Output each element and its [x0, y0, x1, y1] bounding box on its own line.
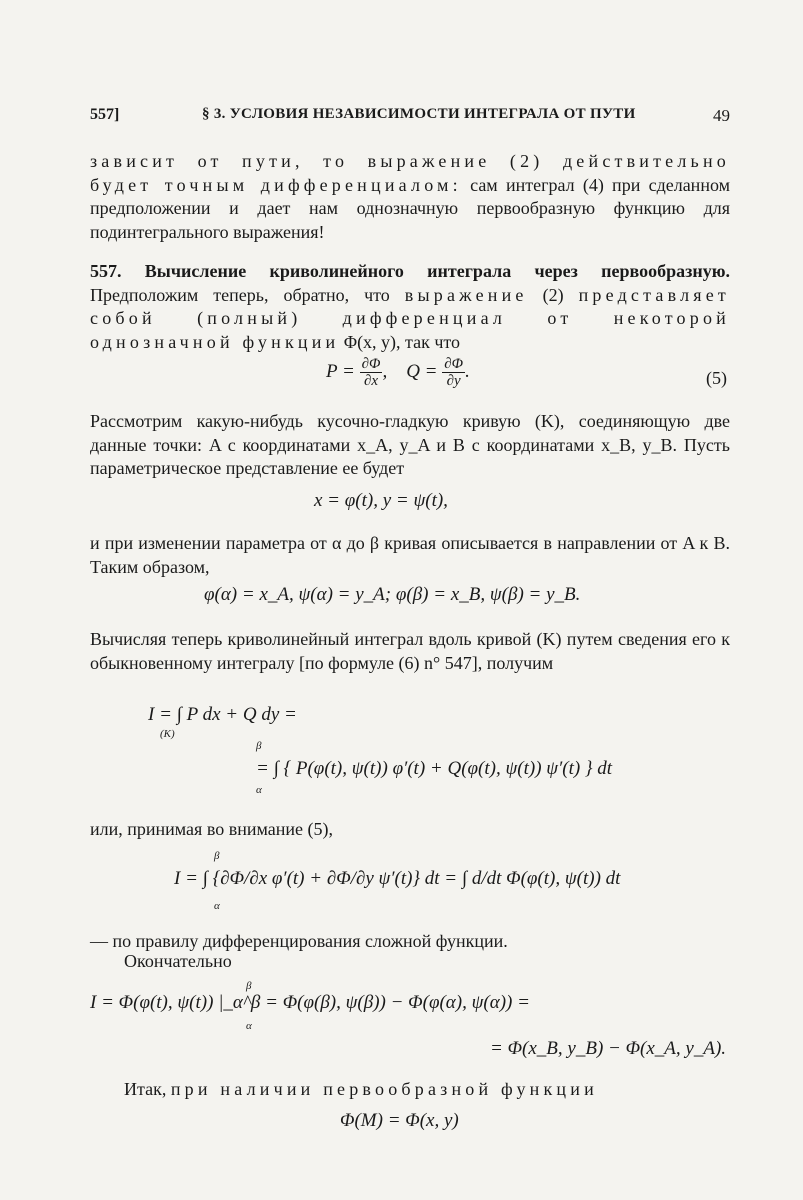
- text-run: Итак,: [124, 1079, 171, 1099]
- paragraph-text: сам интеграл (4) при сделанном предположении и дает нам однозначную первообразную функцию для подинтегрального выражения!: [90, 174, 730, 242]
- formula-endpoints: φ(α) = x_A, ψ(α) = y_A; φ(β) = x_B, ψ(β) = y_B.: [204, 584, 581, 605]
- formula-number: (5): [706, 368, 727, 388]
- text-run: Φ(x, y), так что: [339, 331, 461, 352]
- formula-final-line1: I = Φ(φ(t), ψ(t)) |_α^β = Φ(φ(β), ψ(β)) − Φ(φ(α), ψ(α)) =: [90, 992, 530, 1013]
- paragraph-3: и при изменении параметра от α до β кривая описывается в направлении от A к B. Таким образом,: [90, 533, 730, 577]
- section-557: [90, 260, 730, 354]
- page-number: 49: [713, 106, 730, 125]
- upper-limit: β: [256, 740, 262, 752]
- spaced-text: представляет собой (полный) дифференциал от некоторой однозначной функции: [90, 284, 730, 352]
- section-ref: 557]: [90, 106, 120, 123]
- formula-integral-1-line1: I = ∫ P dx + Q dy =: [148, 704, 297, 725]
- spaced-text: выражение: [404, 284, 528, 305]
- chapter-title: § 3. УСЛОВИЯ НЕЗАВИСИМОСТИ ИНТЕГРАЛА ОТ ПУТИ: [202, 106, 636, 122]
- formula-param: x = φ(t), y = ψ(t),: [314, 490, 448, 511]
- integral-subscript: (K): [160, 728, 175, 740]
- paragraph-5: или, принимая во внимание (5),: [90, 819, 333, 839]
- lower-limit: α: [214, 900, 220, 912]
- paragraph-4: Вычисляя теперь криволинейный интеграл вдоль кривой (K) путем сведения его к обыкновенному интегралу [по формуле (6) n° 547], получим: [90, 629, 730, 673]
- upper-limit: β: [246, 980, 252, 992]
- formula-last: Φ(M) = Φ(x, y): [340, 1110, 459, 1131]
- paragraph-2: Рассмотрим какую-нибудь кусочно-гладкую кривую (K), соединяющую две данные точки: A с координатами x_A, y_A и B с координатами x_B, y_B. Пусть параметрическое представление ее будет: [90, 411, 730, 479]
- paragraph-8: [124, 1078, 724, 1102]
- spaced-text: зависит от пути, то выражение (2) действительно будет точным дифференциалом:: [90, 151, 730, 195]
- formula-integral-1-line2: = ∫ { P(φ(t), ψ(t)) φ′(t) + Q(φ(t), ψ(t)) ψ′(t) } dt: [256, 758, 613, 779]
- upper-limit: β: [214, 850, 220, 862]
- formula-5: P = $\frac{\partial\Phi}{\partial x}$ , Q = $\frac{\partial\Phi}{\partial y}$ .: [326, 356, 470, 389]
- paragraph-1: [90, 150, 730, 244]
- text-run: Предположим теперь, обратно, что: [90, 284, 405, 305]
- lower-limit: α: [246, 1020, 252, 1032]
- paragraph-6: — по правилу дифференцирования сложной функции.: [90, 931, 508, 951]
- spaced-text: при наличии первообразной функции: [170, 1079, 598, 1099]
- formula-final-line2: = Φ(x_B, y_B) − Φ(x_A, y_A).: [490, 1038, 727, 1059]
- lower-limit: α: [256, 784, 262, 796]
- section-heading: 557. Вычисление криволинейного интеграла через первообразную.: [90, 261, 730, 281]
- formula-integral-2: I = ∫ {∂Φ/∂x φ′(t) + ∂Φ/∂y ψ′(t)} dt = ∫ d/dt Φ(φ(t), ψ(t)) dt: [174, 868, 621, 889]
- text-run: (2): [527, 284, 579, 305]
- paragraph-7: Окончательно: [124, 951, 232, 971]
